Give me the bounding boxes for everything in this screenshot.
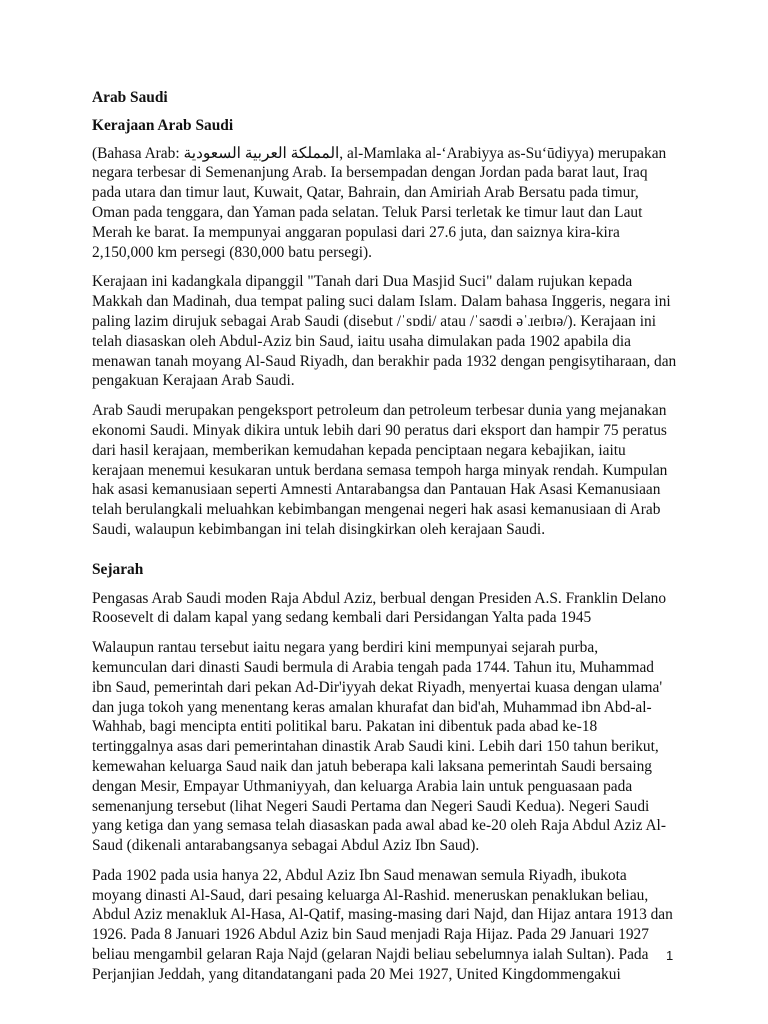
history-paragraph-1: Pengasas Arab Saudi moden Raja Abdul Aziz, berbual dengan Presiden A.S. Franklin Delano Roosevelt di dalam kapal yang sedang kembali dari Persidangan Yalta pada 1945: [92, 589, 667, 627]
page-number: 1: [666, 948, 674, 963]
document-subtitle: Kerajaan Arab Saudi: [92, 116, 234, 134]
intro-paragraph-1: (Bahasa Arab: المملكة العربية السعودية, al-Mamlaka al-‘Arabiyya as-Su‘ūdiyya) merupakan negara terbesar di Semenanjung Arab. Ia bersempadan dengan Jordan pada barat laut, Iraq pada utara dan timur laut, Kuwait, Qatar, Bahrain, dan Amiriah Arab Bersatu pada timur, Oman pada tenggara, dan Yaman pada selatan. Teluk Parsi terletak ke timur laut dan Laut Merah ke barat. Ia mempunyai anggaran populasi dari 27.6 juta, dan saiznya kira-kira 2,150,000 km persegi (830,000 batu persegi).: [92, 144, 667, 261]
history-paragraph-3: Pada 1902 pada usia hanya 22, Abdul Aziz Ibn Saud menawan semula Riyadh, ibukota moyang dinasti Al-Saud, dari pesaing keluarga Al-Rashid. meneruskan penaklukan beliau, Abdul Aziz menakluk Al-Hasa, Al-Qatif, masing-masing dari Najd, dan Hijaz antara 1913 dan 1926. Pada 8 Januari 1926 Abdul Aziz bin Saud menjadi Raja Hijaz. Pada 29 Januari 1927 beliau mengambil gelaran Raja Najd (gelaran Najdi beliau sebelumnya ialah Sultan). Pada Perjanjian Jeddah, yang ditandatangani pada 20 Mei 1927, United Kingdommengakui: [92, 866, 673, 983]
intro-paragraph-2: Kerajaan ini kadangkala dipanggil "Tanah dari Dua Masjid Suci" dalam rujukan kepada Makkah dan Madinah, dua tempat paling suci dalam Islam. Dalam bahasa Inggeris, negara ini paling lazim dirujuk sebagai Arab Saudi (disebut /ˈsɒdi/ atau /ˈsaʊdi əˈɹeɪbɪə/). Kerajaan ini telah diasaskan oleh Abdul-Aziz bin Saud, iaitu usaha dimulakan pada 1902 apabila dia menawan tanah moyang Al-Saud Riyadh, dan berakhir pada 1932 dengan pengisytiharaan, dan pengakuan Kerajaan Arab Saudi.: [92, 273, 677, 390]
document-page: [92, 88, 677, 995]
history-paragraph-2: Walaupun rantau tersebut iaitu negara yang berdiri kini mempunyai sejarah purba, kemunculan dari dinasti Saudi bermula di Arabia tengah pada 1744. Tahun itu, Muhammad ibn Saud, pemerintah dari pekan Ad-Dir'iyyah dekat Riyadh, menyertai kuasa dengan ulama' dan juga tokoh yang menentang keras amalan khurafat dan bid'ah, Muhammad ibn Abd-al-Wahhab, bagi mencipta entiti politikal baru. Pakatan ini dibentuk pada abad ke-18 tertinggalnya asas dari pemerintahan dinastik Arab Saudi kini. Lebih dari 150 tahun berikut, kemewahan keluarga Saud naik dan jatuh beberapa kali laksana pemerintah Saudi bersaing dengan Mesir, Empayar Uthmaniyyah, dan keluarga Arabia lain untuk penguasaan pada semenanjung tersebut (lihat Negeri Saudi Pertama dan Negeri Saudi Kedua). Negeri Saudi yang ketiga dan yang semasa telah diasaskan pada awal abad ke-20 oleh Raja Abdul Aziz Al-Saud (dikenali antarabangsanya sebagai Abdul Aziz Ibn Saud).: [92, 639, 666, 855]
section-heading-sejarah: Sejarah: [92, 560, 144, 578]
intro-paragraph-3: Arab Saudi merupakan pengeksport petroleum dan petroleum terbesar dunia yang mejanakan ekonomi Saudi. Minyak dikira untuk lebih dari 90 peratus dari eksport dan hampir 75 peratus dari hasil kerajaan, memberikan kemudahan kepada penciptaan negara kebajikan, iaitu kerajaan menemui kesukaran untuk berdana semasa tempoh harga minyak rendah. Kumpulan hak asasi kemanusiaan seperti Amnesti Antarabangsa dan Pantauan Hak Asasi Kemanusiaan telah berulangkali meluahkan kebimbangan mengenai negeri hak asasi kemanusiaan di Arab Saudi, walaupun kebimbangan ini telah disingkirkan oleh kerajaan Saudi.: [92, 402, 668, 538]
document-title: Arab Saudi: [92, 89, 168, 106]
